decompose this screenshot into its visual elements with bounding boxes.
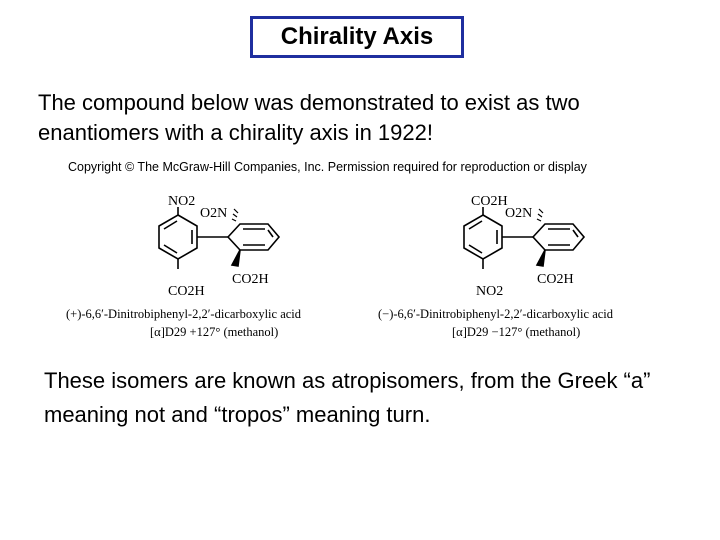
left-ring2-upper-group: O2N — [200, 206, 228, 221]
closing-text: These isomers are known as atropisomers, from the Greek “a” meaning not and “tropos” meaning turn. — [44, 368, 651, 427]
structure-figure — [60, 155, 660, 345]
biphenyl-structures — [60, 155, 660, 345]
slide-title: Chirality Axis — [250, 16, 464, 58]
copyright-notice: Copyright © The McGraw-Hill Companies, Inc. Permission required for reproduction or display — [68, 160, 587, 174]
left-bottom-group: CO2H — [168, 284, 205, 299]
right-ring2-upper-group: O2N — [505, 206, 533, 221]
right-rotation: [α]D29 −127° (methanol) — [452, 325, 581, 339]
intro-text: The compound below was demonstrated to exist as two enantiomers with a chirality axis in 1922! — [38, 90, 580, 145]
right-bottom-group: NO2 — [476, 284, 504, 299]
left-compound-name: (+)-6,6′-Dinitrobiphenyl-2,2′-dicarboxylic acid — [66, 307, 302, 321]
left-rotation: [α]D29 +127° (methanol) — [150, 325, 279, 339]
right-compound-name: (−)-6,6′-Dinitrobiphenyl-2,2′-dicarboxylic acid — [378, 307, 614, 321]
right-ring2-lower-group: CO2H — [537, 272, 574, 287]
left-top-group: NO2 — [168, 194, 196, 209]
left-ring2-lower-group: CO2H — [232, 272, 269, 287]
right-top-group: CO2H — [471, 194, 508, 209]
